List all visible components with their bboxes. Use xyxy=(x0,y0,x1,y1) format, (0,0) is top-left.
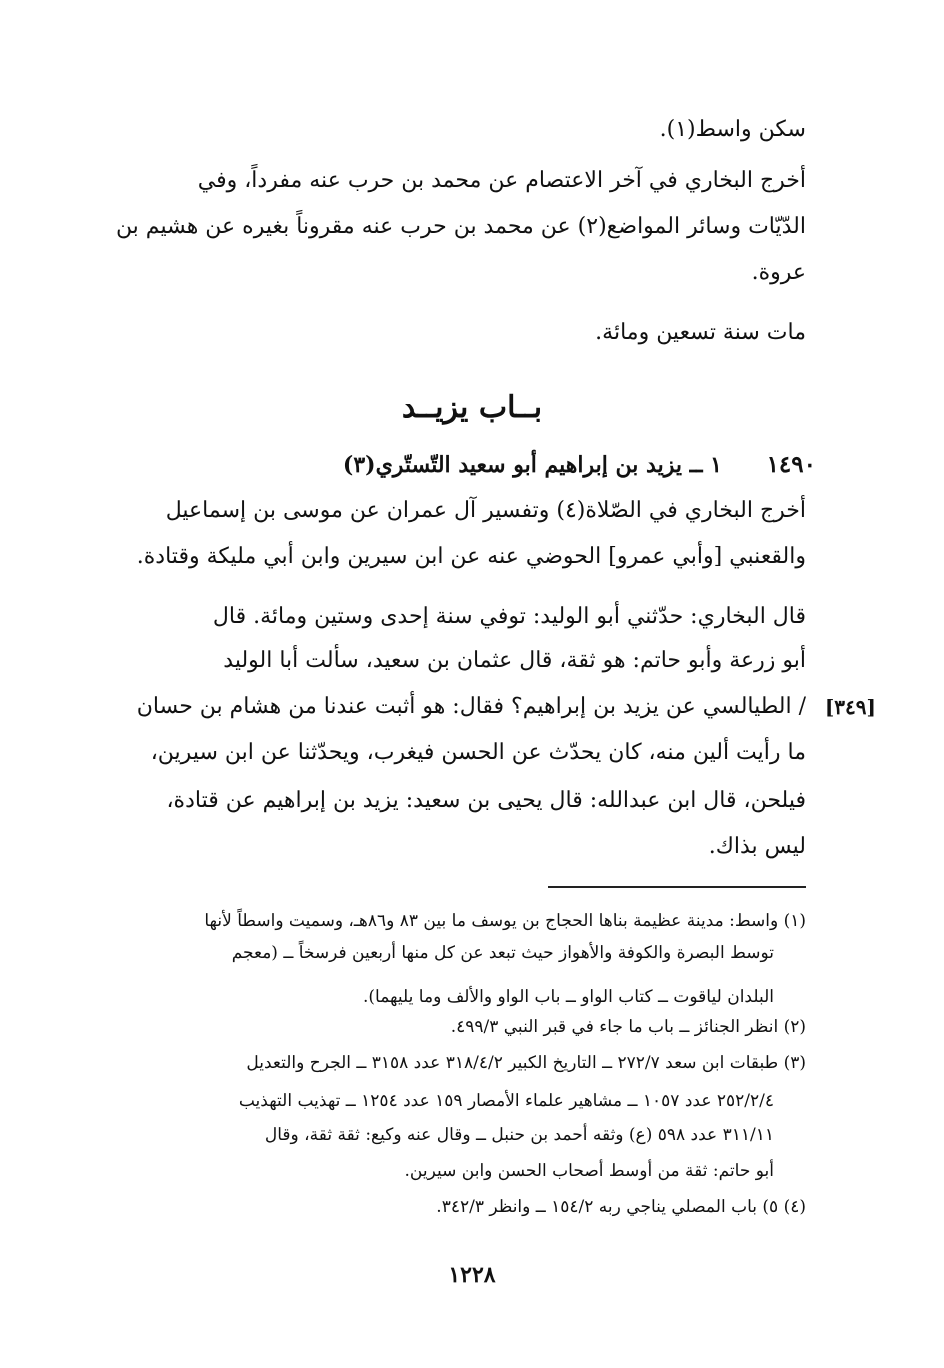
entry-p1-line-2: والقعنبي [وأبي عمرو] الحوضي عنه عن ابن سيرين وابن أبي مليكة وقتادة. xyxy=(136,544,806,569)
intro-line-4: عروة. xyxy=(751,260,806,285)
chapter-heading: بــاب يزيــد xyxy=(401,390,543,425)
footnote-1-line-3: البلدان لياقوت ــ كتاب الواو ــ باب الواو والألف وما يليهما). xyxy=(363,987,774,1007)
entry-p2-line-5: فيلحن، قال ابن عبدالله: قال يحيى بن سعيد: يزيد بن إبراهيم عن قتادة، xyxy=(166,788,806,813)
entry-number: ١٤٩٠ xyxy=(766,451,816,478)
intro-line-2: أخرج البخاري في آخر الاعتصام عن محمد بن حرب عنه مفرداً، وفي xyxy=(197,168,806,193)
entry-p2-line-1: قال البخاري: حدّثني أبو الوليد: توفي سنة إحدى وستين ومائة. قال xyxy=(212,604,806,629)
footnote-2-line-1: (٢) انظر الجنائز ــ باب ما جاء في قبر النبي ٤٩٩/٣. xyxy=(450,1017,806,1037)
intro-line-5: مات سنة تسعين ومائة. xyxy=(595,320,806,345)
footnote-3-line-4: أبو حاتم: ثقة من أوسط أصحاب الحسن وابن سيرين. xyxy=(404,1161,774,1181)
margin-page-reference: [٣٤٩] xyxy=(824,695,876,719)
entry-p2-line-2: أبو زرعة وأبو حاتم: هو ثقة، قال عثمان بن سعيد، سألت أبا الوليد xyxy=(223,648,806,673)
footnote-3-line-2: ٢٥٢/٢/٤ عدد ١٠٥٧ ــ مشاهير علماء الأمصار ١٥٩ عدد ١٢٥٤ ــ تهذيب التهذيب xyxy=(238,1091,774,1111)
entry-p2-line-6: ليس بذاك. xyxy=(708,834,806,859)
intro-line-3: الدّيّات وسائر المواضع(٢) عن محمد بن حرب عنه مقروناً بغيره عن هشيم بن xyxy=(115,214,806,239)
footnote-1-line-1: (١) واسط: مدينة عظيمة بناها الحجاج بن يوسف ما بين ٨٣ و٨٦هـ، وسميت واسطاً لأنها xyxy=(204,911,806,931)
page-number: ١٢٢٨ xyxy=(448,1262,496,1288)
intro-line-1: سكن واسط(١). xyxy=(659,117,806,142)
footnote-separator xyxy=(548,886,806,888)
entry-title: ١ ــ يزيد بن إبراهيم أبو سعيد التّستّري(٣) xyxy=(342,452,722,478)
footnote-1-line-2: توسط البصرة والكوفة والأهواز حيث تبعد عن كل منها أربعين فرسخاً ــ (معجم xyxy=(231,943,774,963)
entry-p1-line-1: أخرج البخاري في الصّلاة(٤) وتفسير آل عمران عن موسى بن إسماعيل xyxy=(165,498,806,523)
footnote-3-line-3: ٣١١/١١ عدد ٥٩٨ (ع) وثقه أحمد بن حنبل ــ وقال عنه وكيع: ثقة ثقة، وقال xyxy=(264,1125,774,1145)
footnote-3-line-1: (٣) طبقات ابن سعد ٢٧٢/٧ ــ التاريخ الكبير ٣١٨/٤/٢ عدد ٣١٥٨ ــ الجرح والتعديل xyxy=(246,1053,806,1073)
footnote-4-5-line-1: (٤) ٥) باب المصلي يناجي ربه ١٥٤/٢ ــ وانظر ٣٤٢/٣. xyxy=(436,1197,806,1217)
entry-p2-line-3: / الطيالسي عن يزيد بن إبراهيم؟ فقال: هو أثبت عندنا من هشام بن حسان xyxy=(136,694,806,719)
entry-p2-line-4: ما رأيت ألين منه، كان يحدّث عن الحسن فيغرب، ويحدّثنا عن ابن سيرين، xyxy=(150,740,806,765)
